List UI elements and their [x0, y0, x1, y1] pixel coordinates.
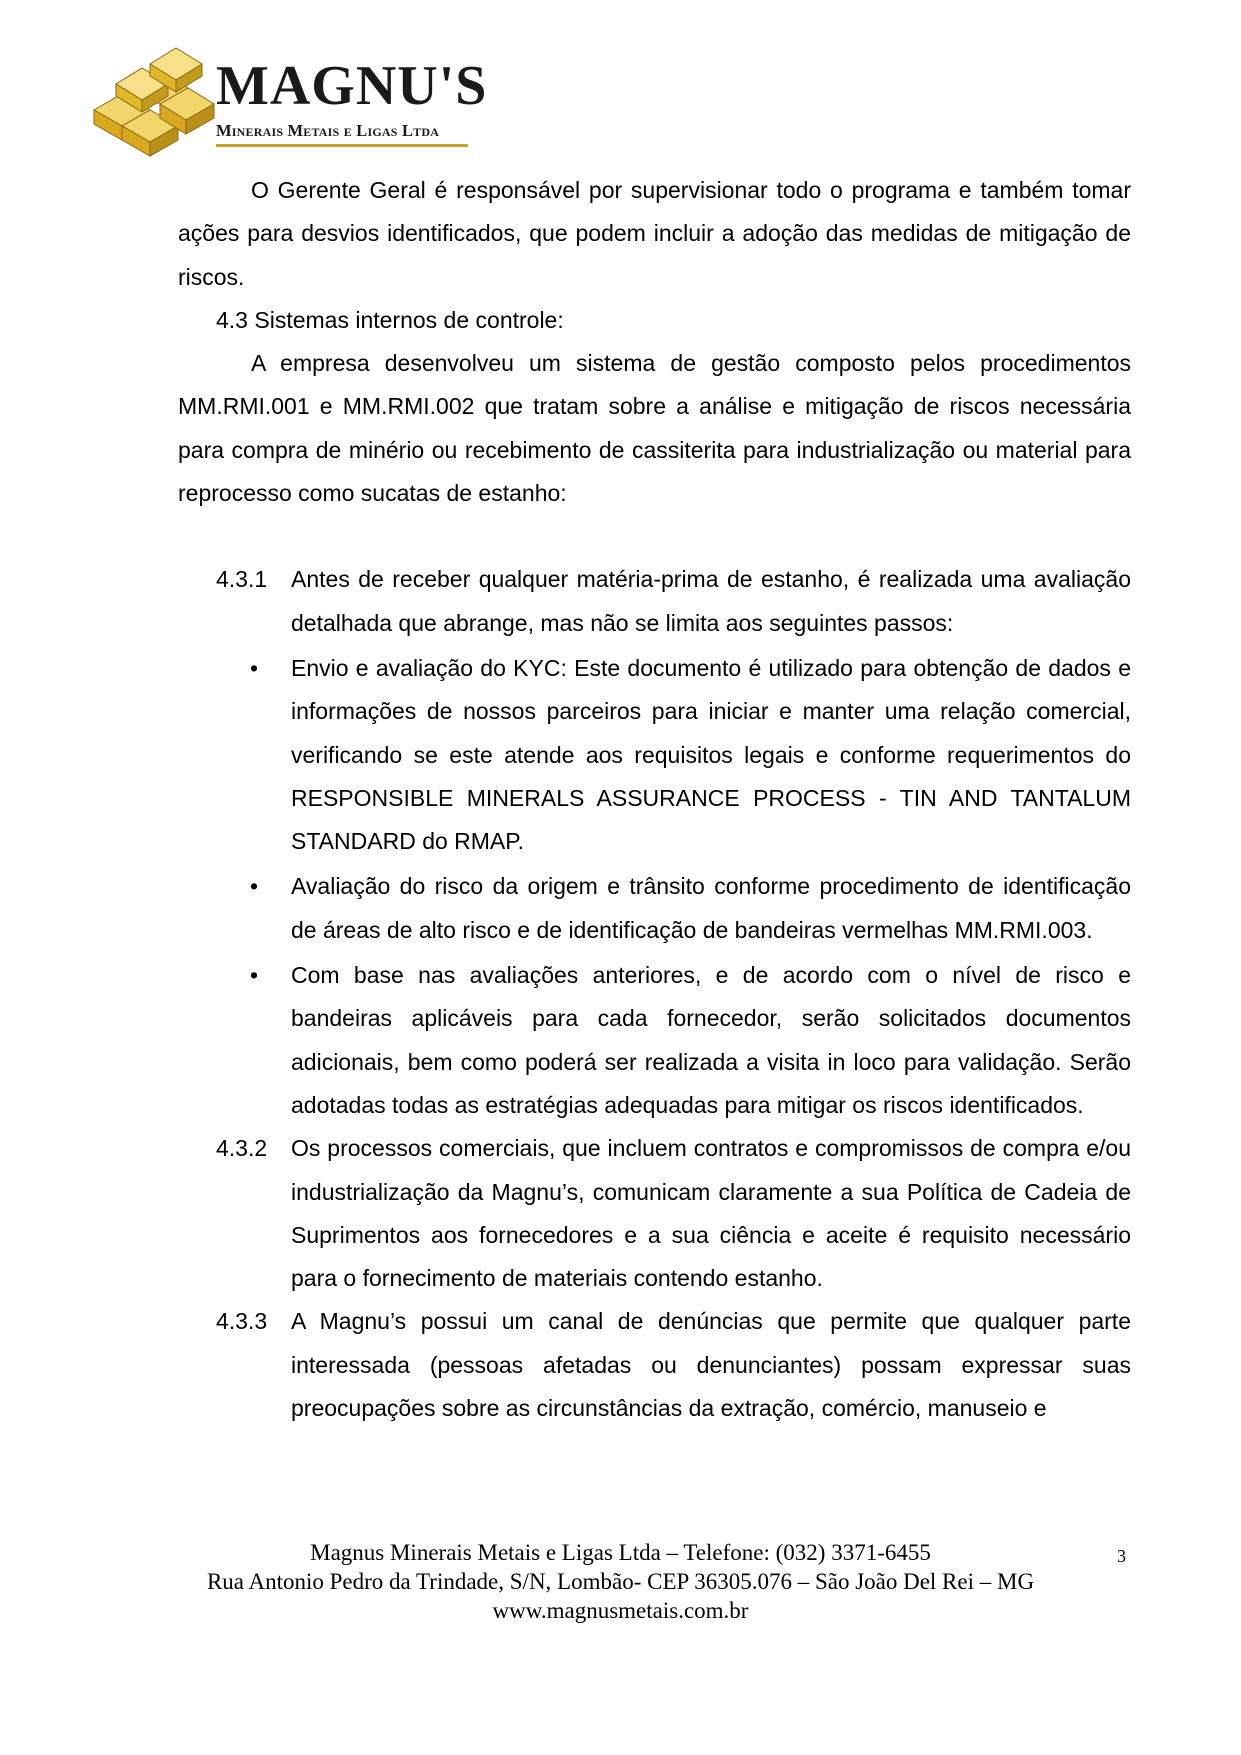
paragraph-gerente-geral: O Gerente Geral é responsável por supervisionar todo o programa e também tomar ações para desvios identificados, que podem incluir a adoção das medidas de mitigação de riscos.: [178, 177, 1131, 290]
bullet-item: [178, 954, 1131, 1127]
bullet-icon: •: [250, 962, 259, 989]
footer-phone: Magnus Minerais Metais e Ligas Ltda – Telefone: (032) 3371-6455: [310, 1540, 931, 1565]
item-text: A Magnu’s possui um canal de denúncias que permite que qualquer parte interessada (pessoas afetadas ou denunciantes) possam expressar suas preocupações sobre as circunstâncias da extração, comércio, manuseio e: [291, 1308, 1131, 1422]
spacer: [178, 515, 1131, 558]
item-text: Os processos comerciais, que incluem contratos e compromissos de compra e/ou industrialização da Magnu’s, comunicam claramente a sua Política de Cadeia de Suprimentos aos fornecedores e a sua ciência e aceite é requisito necessário para o fornecimento de materiais contendo estanho.: [291, 1135, 1131, 1292]
list-item-4-3-3: [178, 1300, 1131, 1430]
company-logo: [92, 44, 488, 160]
bullet-item: [178, 865, 1131, 952]
page-number: 3: [1117, 1546, 1126, 1566]
footer-address: Rua Antonio Pedro da Trindade, S/N, Lombão- CEP 36305.076 – São João Del Rei – MG: [206, 1569, 1035, 1594]
bullet-item: [178, 647, 1131, 863]
bullet-text: Avaliação do risco da origem e trânsito conforme procedimento de identificação de áreas de alto risco e de identificação de bandeiras vermelhas MM.RMI.003.: [291, 873, 1131, 943]
bullet-text: Com base nas avaliações anteriores, e de acordo com o nível de risco e bandeiras aplicáveis para cada fornecedor, serão solicitados documentos adicionais, bem como poderá ser realizada a visita in loco para validação. Serão adotadas todas as estratégias adequadas para mitigar os riscos identificados.: [291, 962, 1131, 1118]
section-heading: 4.3 Sistemas internos de controle:: [216, 306, 564, 333]
item-text: Antes de receber qualquer matéria-prima de estanho, é realizada uma avaliação detalhada que abrange, mas não se limita aos seguintes passos:: [291, 566, 1131, 636]
bullet-icon: •: [250, 654, 259, 681]
bullet-icon: •: [250, 873, 259, 900]
logo-subtitle: Minerais Metais e Ligas Ltda: [216, 121, 440, 140]
item-number: 4.3.1: [216, 566, 268, 593]
bullet-text: Envio e avaliação do KYC: Este documento é utilizado para obtenção de dados e informações de nossos parceiros para iniciar e manter uma relação comercial, verificando se este atende aos requisitos legais e conforme requerimentos do RESPONSIBLE MINERALS ASSURANCE PROCESS - TIN AND TANTALUM STANDARD do RMAP.: [291, 654, 1131, 855]
item-number: 4.3.3: [216, 1308, 268, 1335]
logo-wordmark: MAGNU'S: [216, 55, 488, 117]
gold-bars-icon: [92, 44, 216, 160]
list-item-4-3-1: [178, 558, 1131, 645]
item-number: 4.3.2: [216, 1135, 268, 1162]
paragraph-sistema-gestao: A empresa desenvolveu um sistema de gestão composto pelos procedimentos MM.RMI.001 e MM.RMI.002 que tratam sobre a análise e mitigação de riscos necessária para compra de minério ou recebimento de cassiterita para industrialização ou material para reprocesso como sucatas de estanho:: [178, 350, 1131, 507]
document-body: [178, 169, 1131, 1430]
footer-website: www.magnusmetais.com.br: [492, 1598, 749, 1623]
list-item-4-3-2: [178, 1127, 1131, 1300]
logo-underline: [216, 144, 468, 147]
